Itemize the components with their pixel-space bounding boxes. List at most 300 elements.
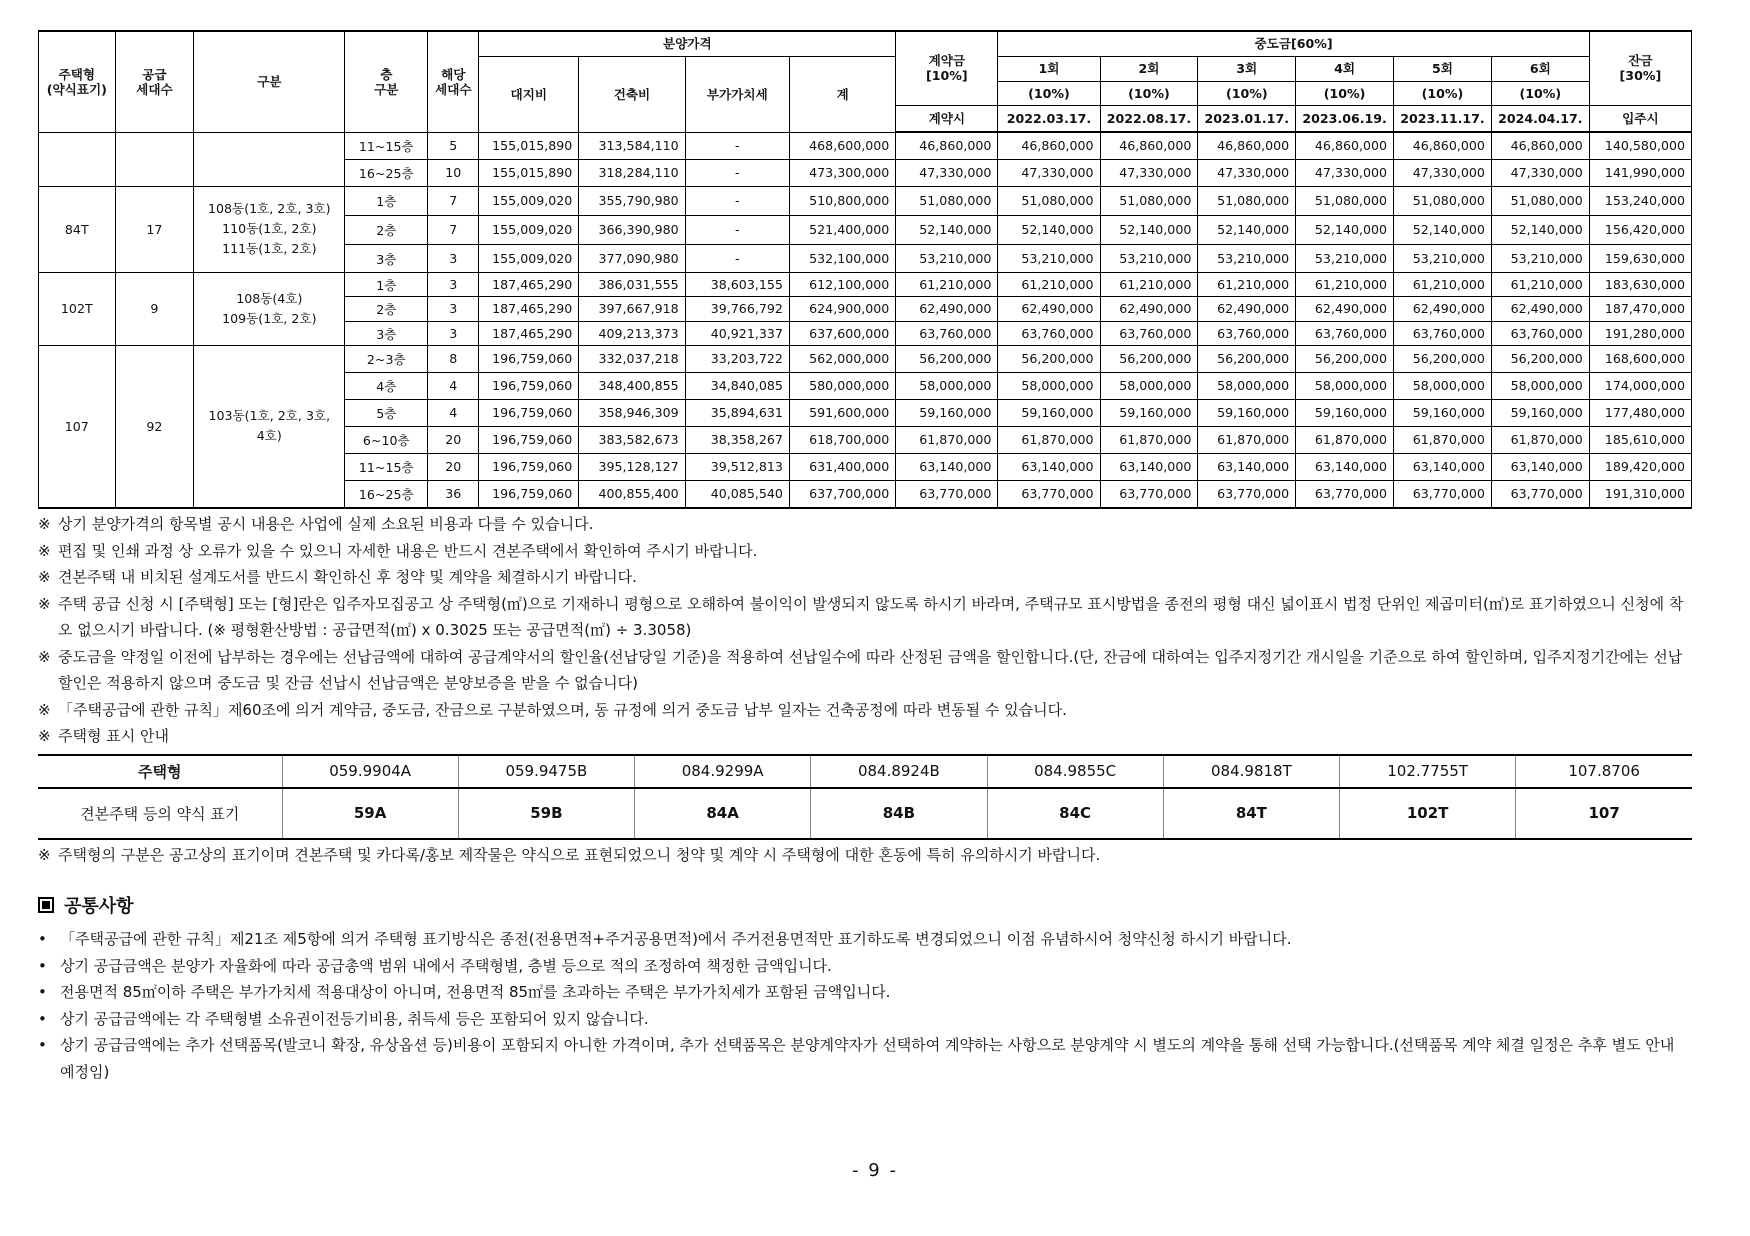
cell-land: 196,759,060 bbox=[479, 480, 579, 508]
cell-middle-payment: 53,210,000 bbox=[1394, 244, 1492, 272]
header-units: 해당 세대수 bbox=[428, 31, 479, 132]
cell-land: 155,009,020 bbox=[479, 244, 579, 272]
cell-middle-payment: 63,140,000 bbox=[998, 453, 1100, 480]
cell-middle-payment: 46,860,000 bbox=[1100, 132, 1198, 159]
cell-middle-payment: 62,490,000 bbox=[1491, 296, 1589, 321]
reference-mark-icon: ※ bbox=[38, 568, 51, 586]
note-item bbox=[38, 697, 1692, 724]
cell-type-full: 084.9299A bbox=[635, 755, 811, 788]
square-bullet-icon bbox=[38, 897, 54, 913]
cell-middle-payment: 63,770,000 bbox=[1100, 480, 1198, 508]
cell-building: 332,037,218 bbox=[579, 345, 685, 372]
cell-middle-payment: 51,080,000 bbox=[1100, 186, 1198, 215]
cell-total: 591,600,000 bbox=[789, 399, 895, 426]
cell-supply-units: 92 bbox=[115, 345, 194, 508]
cell-middle-payment: 46,860,000 bbox=[998, 132, 1100, 159]
cell-units: 20 bbox=[428, 453, 479, 480]
cell-middle-payment: 58,000,000 bbox=[1296, 372, 1394, 399]
cell-units: 4 bbox=[428, 399, 479, 426]
cell-total: 510,800,000 bbox=[789, 186, 895, 215]
cell-land: 187,465,290 bbox=[479, 272, 579, 296]
cell-vat: 39,766,792 bbox=[685, 296, 789, 321]
note-item bbox=[38, 564, 1692, 591]
cell-total: 473,300,000 bbox=[789, 159, 895, 186]
cell-middle-payment: 61,870,000 bbox=[1198, 426, 1296, 453]
cell-middle-payment: 59,160,000 bbox=[1100, 399, 1198, 426]
cell-middle-payment: 46,860,000 bbox=[1491, 132, 1589, 159]
type-row-header: 주택형 bbox=[38, 755, 282, 788]
cell-type-short: 107 bbox=[1516, 788, 1692, 839]
cell-middle-payment: 47,330,000 bbox=[1296, 159, 1394, 186]
cell-middle-payment: 52,140,000 bbox=[998, 215, 1100, 244]
header-installment-date: 2023.06.19. bbox=[1296, 105, 1394, 132]
common-item: • 전용면적 85㎡이하 주택은 부가가치세 적용대상이 아니며, 전용면적 85㎡를 초과하는 주택은 부가가치세가 포함된 금액입니다. bbox=[38, 979, 1692, 1006]
note-text: 편집 및 인쇄 과정 상 오류가 있을 수 있으니 자세한 내용은 반드시 견본주택에서 확인하여 주시기 바랍니다. bbox=[58, 541, 758, 560]
cell-middle-payment: 61,210,000 bbox=[1100, 272, 1198, 296]
cell-type-full: 059.9904A bbox=[282, 755, 458, 788]
cell-floor: 3층 bbox=[345, 321, 428, 345]
cell-building: 383,582,673 bbox=[579, 426, 685, 453]
cell-middle-payment: 58,000,000 bbox=[1394, 372, 1492, 399]
cell-floor: 2층 bbox=[345, 215, 428, 244]
cell-floor: 1층 bbox=[345, 186, 428, 215]
cell-middle-payment: 47,330,000 bbox=[1198, 159, 1296, 186]
cell-building: 386,031,555 bbox=[579, 272, 685, 296]
cell-balance: 191,310,000 bbox=[1589, 480, 1691, 508]
cell-balance: 174,000,000 bbox=[1589, 372, 1691, 399]
cell-floor: 2층 bbox=[345, 296, 428, 321]
cell-total: 631,400,000 bbox=[789, 453, 895, 480]
cell-building: 318,284,110 bbox=[579, 159, 685, 186]
cell-vat: 34,840,085 bbox=[685, 372, 789, 399]
cell-middle-payment: 61,210,000 bbox=[1394, 272, 1492, 296]
division-line: 108동(1호, 2호, 3호) bbox=[208, 201, 331, 216]
cell-middle-payment: 47,330,000 bbox=[998, 159, 1100, 186]
cell-middle-payment: 63,760,000 bbox=[1394, 321, 1492, 345]
cell-middle-payment: 61,210,000 bbox=[1296, 272, 1394, 296]
header-balance: 잔금 [30%] bbox=[1589, 31, 1691, 105]
table-row bbox=[39, 272, 1692, 296]
cell-middle-payment: 62,490,000 bbox=[1394, 296, 1492, 321]
cell-middle-payment: 53,210,000 bbox=[1296, 244, 1394, 272]
cell-balance: 156,420,000 bbox=[1589, 215, 1691, 244]
header-supply-units: 공급 세대수 bbox=[115, 31, 194, 132]
notes-list bbox=[38, 511, 1692, 750]
cell-middle-payment: 47,330,000 bbox=[1100, 159, 1198, 186]
cell-balance: 140,580,000 bbox=[1589, 132, 1691, 159]
cell-middle-payment: 59,160,000 bbox=[998, 399, 1100, 426]
cell-middle-payment: 58,000,000 bbox=[1198, 372, 1296, 399]
cell-type-short: 84T bbox=[1163, 788, 1339, 839]
cell-balance: 153,240,000 bbox=[1589, 186, 1691, 215]
cell-middle-payment: 63,140,000 bbox=[1100, 453, 1198, 480]
cell-middle-payment: 61,210,000 bbox=[1198, 272, 1296, 296]
cell-vat: 33,203,722 bbox=[685, 345, 789, 372]
cell-middle-payment: 63,140,000 bbox=[1491, 453, 1589, 480]
header-sale-price: 분양가격 bbox=[479, 31, 896, 56]
header-installment: 2회 (10%) bbox=[1100, 56, 1198, 105]
notes-list-2 bbox=[38, 842, 1692, 869]
cell-land: 155,015,890 bbox=[479, 159, 579, 186]
cell-middle-payment: 46,860,000 bbox=[1394, 132, 1492, 159]
cell-middle-payment: 58,000,000 bbox=[1491, 372, 1589, 399]
cell-land: 196,759,060 bbox=[479, 372, 579, 399]
cell-floor: 16~25층 bbox=[345, 480, 428, 508]
cell-land: 196,759,060 bbox=[479, 453, 579, 480]
cell-middle-payment: 63,770,000 bbox=[1198, 480, 1296, 508]
cell-total: 612,100,000 bbox=[789, 272, 895, 296]
header-building: 건축비 bbox=[579, 56, 685, 132]
cell-middle-payment: 62,490,000 bbox=[1296, 296, 1394, 321]
cell-deposit: 61,870,000 bbox=[896, 426, 998, 453]
reference-mark-icon: ※ bbox=[38, 647, 51, 666]
cell-total: 618,700,000 bbox=[789, 426, 895, 453]
section-heading: 공통사항 bbox=[38, 894, 1692, 920]
cell-type-short: 102T bbox=[1340, 788, 1516, 839]
cell-deposit: 52,140,000 bbox=[896, 215, 998, 244]
note-item bbox=[38, 723, 1692, 750]
cell-middle-payment: 51,080,000 bbox=[998, 186, 1100, 215]
cell-total: 521,400,000 bbox=[789, 215, 895, 244]
note-item bbox=[38, 644, 1692, 697]
cell-land: 155,009,020 bbox=[479, 215, 579, 244]
cell-land: 155,009,020 bbox=[479, 186, 579, 215]
cell-deposit: 63,760,000 bbox=[896, 321, 998, 345]
cell-middle-payment: 63,770,000 bbox=[998, 480, 1100, 508]
cell-middle-payment: 51,080,000 bbox=[1394, 186, 1492, 215]
cell-units: 10 bbox=[428, 159, 479, 186]
cell-units: 3 bbox=[428, 272, 479, 296]
note-item bbox=[38, 511, 1692, 538]
header-middle-payment: 중도금[60%] bbox=[998, 31, 1589, 56]
cell-middle-payment: 63,760,000 bbox=[1100, 321, 1198, 345]
cell-units: 7 bbox=[428, 215, 479, 244]
cell-middle-payment: 62,490,000 bbox=[1100, 296, 1198, 321]
cell-vat: 40,085,540 bbox=[685, 480, 789, 508]
header-installment-date: 2023.11.17. bbox=[1394, 105, 1492, 132]
cell-deposit: 63,140,000 bbox=[896, 453, 998, 480]
header-installment-date: 2022.03.17. bbox=[998, 105, 1100, 132]
cell-units: 4 bbox=[428, 372, 479, 399]
header-installment-date: 2023.01.17. bbox=[1198, 105, 1296, 132]
cell-vat: - bbox=[685, 159, 789, 186]
cell-land: 187,465,290 bbox=[479, 321, 579, 345]
cell-floor: 16~25층 bbox=[345, 159, 428, 186]
cell-middle-payment: 61,870,000 bbox=[1491, 426, 1589, 453]
cell-balance: 189,420,000 bbox=[1589, 453, 1691, 480]
cell-middle-payment: 61,870,000 bbox=[1100, 426, 1198, 453]
cell-middle-payment: 52,140,000 bbox=[1100, 215, 1198, 244]
cell-division bbox=[194, 345, 345, 508]
cell-middle-payment: 58,000,000 bbox=[1100, 372, 1198, 399]
cell-units: 3 bbox=[428, 296, 479, 321]
cell-type-short: 84C bbox=[987, 788, 1163, 839]
reference-mark-icon: ※ bbox=[38, 515, 51, 533]
cell-floor: 3층 bbox=[345, 244, 428, 272]
cell-middle-payment: 51,080,000 bbox=[1491, 186, 1589, 215]
cell-type-full: 059.9475B bbox=[458, 755, 634, 788]
cell-deposit: 51,080,000 bbox=[896, 186, 998, 215]
common-item: • 상기 공급금액에는 각 주택형별 소유권이전등기비용, 취득세 등은 포함되어 있지 않습니다. bbox=[38, 1006, 1692, 1033]
note-text: 주택형의 구분은 공고상의 표기이며 견본주택 및 카다록/홍보 제작물은 약식으로 표현되었으니 청약 및 계약 시 주택형에 대한 혼동에 특히 유의하시기 바랍니다. bbox=[58, 845, 1101, 864]
cell-middle-payment: 62,490,000 bbox=[998, 296, 1100, 321]
cell-vat: 40,921,337 bbox=[685, 321, 789, 345]
cell-division bbox=[194, 186, 345, 272]
cell-building: 377,090,980 bbox=[579, 244, 685, 272]
division-line: 110동(1호, 2호) bbox=[222, 221, 317, 236]
header-installment: 3회 (10%) bbox=[1198, 56, 1296, 105]
header-land: 대지비 bbox=[479, 56, 579, 132]
note-text: 「주택공급에 관한 규칙」제60조에 의거 계약금, 중도금, 잔금으로 구분하였으며, 동 규정에 의거 중도금 납부 일자는 건축공정에 따라 변동될 수 있습니다. bbox=[58, 700, 1067, 719]
cell-type-short: 84A bbox=[635, 788, 811, 839]
cell-middle-payment: 61,210,000 bbox=[998, 272, 1100, 296]
cell-middle-payment: 63,140,000 bbox=[1394, 453, 1492, 480]
cell-middle-payment: 56,200,000 bbox=[1198, 345, 1296, 372]
cell-vat: 39,512,813 bbox=[685, 453, 789, 480]
cell-building: 358,946,309 bbox=[579, 399, 685, 426]
cell-housing-type: 84T bbox=[39, 186, 116, 272]
cell-vat: - bbox=[685, 186, 789, 215]
cell-type-full: 102.7755T bbox=[1340, 755, 1516, 788]
cell-vat: 38,358,267 bbox=[685, 426, 789, 453]
note-text: 상기 분양가격의 항목별 공시 내용은 사업에 실제 소요된 비용과 다를 수 있습니다. bbox=[58, 515, 594, 533]
cell-middle-payment: 59,160,000 bbox=[1394, 399, 1492, 426]
header-installment: 6회 (10%) bbox=[1491, 56, 1589, 105]
header-installment: 1회 (10%) bbox=[998, 56, 1100, 105]
cell-balance: 159,630,000 bbox=[1589, 244, 1691, 272]
cell-total: 637,700,000 bbox=[789, 480, 895, 508]
short-row-header: 견본주택 등의 약식 표기 bbox=[38, 788, 282, 839]
cell-total: 532,100,000 bbox=[789, 244, 895, 272]
cell-supply-units: 17 bbox=[115, 186, 194, 272]
cell-middle-payment: 61,870,000 bbox=[1394, 426, 1492, 453]
cell-housing-type: 107 bbox=[39, 345, 116, 508]
cell-middle-payment: 47,330,000 bbox=[1394, 159, 1492, 186]
cell-middle-payment: 56,200,000 bbox=[1394, 345, 1492, 372]
cell-middle-payment: 63,760,000 bbox=[998, 321, 1100, 345]
cell-type-full: 084.9855C bbox=[987, 755, 1163, 788]
price-table-header bbox=[39, 31, 1692, 132]
common-section bbox=[38, 894, 1692, 1085]
cell-balance: 187,470,000 bbox=[1589, 296, 1691, 321]
cell-building: 348,400,855 bbox=[579, 372, 685, 399]
cell-balance: 177,480,000 bbox=[1589, 399, 1691, 426]
cell-middle-payment: 63,770,000 bbox=[1491, 480, 1589, 508]
cell-middle-payment: 47,330,000 bbox=[1491, 159, 1589, 186]
cell-floor: 11~15층 bbox=[345, 132, 428, 159]
note-item bbox=[38, 591, 1692, 644]
cell-housing-type: 102T bbox=[39, 272, 116, 345]
cell-floor: 4층 bbox=[345, 372, 428, 399]
cell-middle-payment: 63,760,000 bbox=[1198, 321, 1296, 345]
table-row bbox=[39, 345, 1692, 372]
cell-total: 562,000,000 bbox=[789, 345, 895, 372]
cell-balance: 168,600,000 bbox=[1589, 345, 1691, 372]
reference-mark-icon: ※ bbox=[38, 700, 51, 719]
cell-deposit: 58,000,000 bbox=[896, 372, 998, 399]
cell-units: 3 bbox=[428, 244, 479, 272]
cell-middle-payment: 52,140,000 bbox=[1198, 215, 1296, 244]
cell-middle-payment: 52,140,000 bbox=[1394, 215, 1492, 244]
cell-building: 313,584,110 bbox=[579, 132, 685, 159]
cell-middle-payment: 63,770,000 bbox=[1394, 480, 1492, 508]
cell-land: 196,759,060 bbox=[479, 345, 579, 372]
note-text: 중도금을 약정일 이전에 납부하는 경우에는 선납금액에 대하여 공급계약서의 할인율(선납당일 기준)을 적용하여 선납일수에 따라 산정된 금액을 할인합니다.(단, 잔금에 대하여는 입주지정기간 개시일을 기준으로 하여 할인하며, 입주지정기간에는 선납할인은 적용하지 않으며 중도금 및 잔금 선납시 선납금액은 분양보증을 받을 수 없습니다) bbox=[58, 647, 1683, 692]
cell-middle-payment: 52,140,000 bbox=[1296, 215, 1394, 244]
cell-supply-units bbox=[115, 132, 194, 186]
sale-price-table bbox=[38, 30, 1692, 509]
note-item bbox=[38, 842, 1692, 869]
header-installment: 4회 (10%) bbox=[1296, 56, 1394, 105]
cell-total: 624,900,000 bbox=[789, 296, 895, 321]
cell-type-full: 084.9818T bbox=[1163, 755, 1339, 788]
cell-deposit: 61,210,000 bbox=[896, 272, 998, 296]
cell-middle-payment: 61,870,000 bbox=[998, 426, 1100, 453]
cell-units: 7 bbox=[428, 186, 479, 215]
common-item: • 「주택공급에 관한 규칙」제21조 제5항에 의거 주택형 표기방식은 종전(전용면적+주거공용면적)에서 주거전용면적만 표기하도록 변경되었으니 이점 유념하시어 청약신청 하시기 바랍니다. bbox=[38, 926, 1692, 953]
cell-middle-payment: 51,080,000 bbox=[1198, 186, 1296, 215]
cell-housing-type bbox=[39, 132, 116, 186]
division-line: 108동(4호) bbox=[236, 290, 303, 306]
cell-floor: 11~15층 bbox=[345, 453, 428, 480]
housing-type-table bbox=[38, 754, 1692, 840]
cell-floor: 6~10층 bbox=[345, 426, 428, 453]
cell-vat: - bbox=[685, 244, 789, 272]
header-vat: 부가가치세 bbox=[685, 56, 789, 132]
header-housing-type: 주택형 (약식표기) bbox=[39, 31, 116, 132]
division-line: 103동(1호, 2호, 3호, bbox=[208, 408, 331, 424]
cell-middle-payment: 56,200,000 bbox=[1296, 345, 1394, 372]
cell-middle-payment: 53,210,000 bbox=[1198, 244, 1296, 272]
page-number: - 9 - bbox=[852, 1160, 898, 1181]
cell-deposit: 46,860,000 bbox=[896, 132, 998, 159]
table-row bbox=[39, 132, 1692, 159]
cell-vat: 35,894,631 bbox=[685, 399, 789, 426]
cell-middle-payment: 58,000,000 bbox=[998, 372, 1100, 399]
cell-land: 155,015,890 bbox=[479, 132, 579, 159]
cell-land: 196,759,060 bbox=[479, 426, 579, 453]
cell-middle-payment: 63,760,000 bbox=[1296, 321, 1394, 345]
cell-middle-payment: 46,860,000 bbox=[1198, 132, 1296, 159]
cell-floor: 1층 bbox=[345, 272, 428, 296]
cell-middle-payment: 63,140,000 bbox=[1198, 453, 1296, 480]
cell-balance: 185,610,000 bbox=[1589, 426, 1691, 453]
header-deposit: 계약금 [10%] bbox=[896, 31, 998, 105]
cell-land: 196,759,060 bbox=[479, 399, 579, 426]
note-text: 주택형 표시 안내 bbox=[58, 727, 169, 745]
cell-deposit: 59,160,000 bbox=[896, 399, 998, 426]
header-deposit-when: 계약시 bbox=[896, 105, 998, 132]
header-total: 계 bbox=[789, 56, 895, 132]
cell-total: 580,000,000 bbox=[789, 372, 895, 399]
header-installment: 5회 (10%) bbox=[1394, 56, 1492, 105]
cell-building: 395,128,127 bbox=[579, 453, 685, 480]
cell-middle-payment: 56,200,000 bbox=[1100, 345, 1198, 372]
table-row bbox=[39, 186, 1692, 215]
cell-middle-payment: 61,870,000 bbox=[1296, 426, 1394, 453]
cell-building: 355,790,980 bbox=[579, 186, 685, 215]
note-text: 주택 공급 신청 시 [주택형] 또는 [형]란은 입주자모집공고 상 주택형(㎡)으로 기재하니 평형으로 오해하여 불이익이 발생되지 않도록 하시기 바라며, 주택규모 표시방법을 종전의 평형 대신 넓이표시 법정 단위인 제곱미터(㎡)로 표기하였으니 신청에 착오 없으시기 바랍니다. (※ 평형환산방법 : 공급면적(㎡) x 0.3025 또는 공급면적(㎡) ÷ 3.3058) bbox=[58, 594, 1684, 639]
cell-middle-payment: 52,140,000 bbox=[1491, 215, 1589, 244]
cell-middle-payment: 63,140,000 bbox=[1296, 453, 1394, 480]
price-table-body bbox=[39, 132, 1692, 508]
cell-type-full: 084.8924B bbox=[811, 755, 987, 788]
cell-building: 397,667,918 bbox=[579, 296, 685, 321]
cell-type-short: 84B bbox=[811, 788, 987, 839]
cell-middle-payment: 63,760,000 bbox=[1491, 321, 1589, 345]
cell-units: 36 bbox=[428, 480, 479, 508]
cell-division bbox=[194, 272, 345, 345]
division-line: 111동(1호, 2호) bbox=[222, 241, 317, 256]
cell-middle-payment: 59,160,000 bbox=[1198, 399, 1296, 426]
cell-building: 409,213,373 bbox=[579, 321, 685, 345]
cell-deposit: 47,330,000 bbox=[896, 159, 998, 186]
cell-middle-payment: 53,210,000 bbox=[1100, 244, 1198, 272]
cell-units: 20 bbox=[428, 426, 479, 453]
cell-middle-payment: 61,210,000 bbox=[1491, 272, 1589, 296]
cell-middle-payment: 53,210,000 bbox=[998, 244, 1100, 272]
header-balance-when: 입주시 bbox=[1589, 105, 1691, 132]
cell-vat: - bbox=[685, 132, 789, 159]
cell-units: 8 bbox=[428, 345, 479, 372]
cell-vat: - bbox=[685, 215, 789, 244]
header-floor: 층 구분 bbox=[345, 31, 428, 132]
cell-supply-units: 9 bbox=[115, 272, 194, 345]
cell-land: 187,465,290 bbox=[479, 296, 579, 321]
cell-type-short: 59A bbox=[282, 788, 458, 839]
cell-middle-payment: 53,210,000 bbox=[1491, 244, 1589, 272]
cell-middle-payment: 56,200,000 bbox=[1491, 345, 1589, 372]
cell-deposit: 56,200,000 bbox=[896, 345, 998, 372]
reference-mark-icon: ※ bbox=[38, 727, 51, 745]
reference-mark-icon: ※ bbox=[38, 845, 51, 864]
reference-mark-icon: ※ bbox=[38, 541, 51, 560]
cell-deposit: 53,210,000 bbox=[896, 244, 998, 272]
cell-units: 3 bbox=[428, 321, 479, 345]
header-installment-date: 2022.08.17. bbox=[1100, 105, 1198, 132]
cell-building: 366,390,980 bbox=[579, 215, 685, 244]
cell-middle-payment: 56,200,000 bbox=[998, 345, 1100, 372]
cell-floor: 5층 bbox=[345, 399, 428, 426]
cell-type-short: 59B bbox=[458, 788, 634, 839]
common-list bbox=[38, 926, 1692, 1085]
cell-vat: 38,603,155 bbox=[685, 272, 789, 296]
division-line: 109동(1호, 2호) bbox=[222, 310, 317, 326]
cell-units: 5 bbox=[428, 132, 479, 159]
cell-total: 637,600,000 bbox=[789, 321, 895, 345]
cell-division bbox=[194, 132, 345, 186]
cell-building: 400,855,400 bbox=[579, 480, 685, 508]
cell-middle-payment: 59,160,000 bbox=[1296, 399, 1394, 426]
cell-middle-payment: 59,160,000 bbox=[1491, 399, 1589, 426]
cell-floor: 2~3층 bbox=[345, 345, 428, 372]
cell-middle-payment: 46,860,000 bbox=[1296, 132, 1394, 159]
cell-middle-payment: 62,490,000 bbox=[1198, 296, 1296, 321]
common-item: • 상기 공급금액에는 추가 선택품목(발코니 확장, 유상옵션 등)비용이 포함되지 아니한 가격이며, 추가 선택품목은 분양계약자가 선택하여 계약하는 사항으로 분양계약 시 별도의 계약을 통해 선택 가능합니다.(선택품목 계약 체결 일정은 추후 별도 안내 예정임) bbox=[38, 1032, 1692, 1085]
header-installment-date: 2024.04.17. bbox=[1491, 105, 1589, 132]
cell-middle-payment: 51,080,000 bbox=[1296, 186, 1394, 215]
cell-balance: 191,280,000 bbox=[1589, 321, 1691, 345]
cell-deposit: 63,770,000 bbox=[896, 480, 998, 508]
cell-middle-payment: 63,770,000 bbox=[1296, 480, 1394, 508]
cell-type-full: 107.8706 bbox=[1516, 755, 1692, 788]
header-division: 구분 bbox=[194, 31, 345, 132]
note-item bbox=[38, 538, 1692, 565]
note-text: 견본주택 내 비치된 설계도서를 반드시 확인하신 후 청약 및 계약을 체결하시기 바랍니다. bbox=[58, 568, 637, 586]
document-page bbox=[38, 30, 1692, 1085]
cell-balance: 141,990,000 bbox=[1589, 159, 1691, 186]
common-item: • 상기 공급금액은 분양가 자율화에 따라 공급총액 범위 내에서 주택형별, 층별 등으로 적의 조정하여 책정한 금액입니다. bbox=[38, 953, 1692, 980]
